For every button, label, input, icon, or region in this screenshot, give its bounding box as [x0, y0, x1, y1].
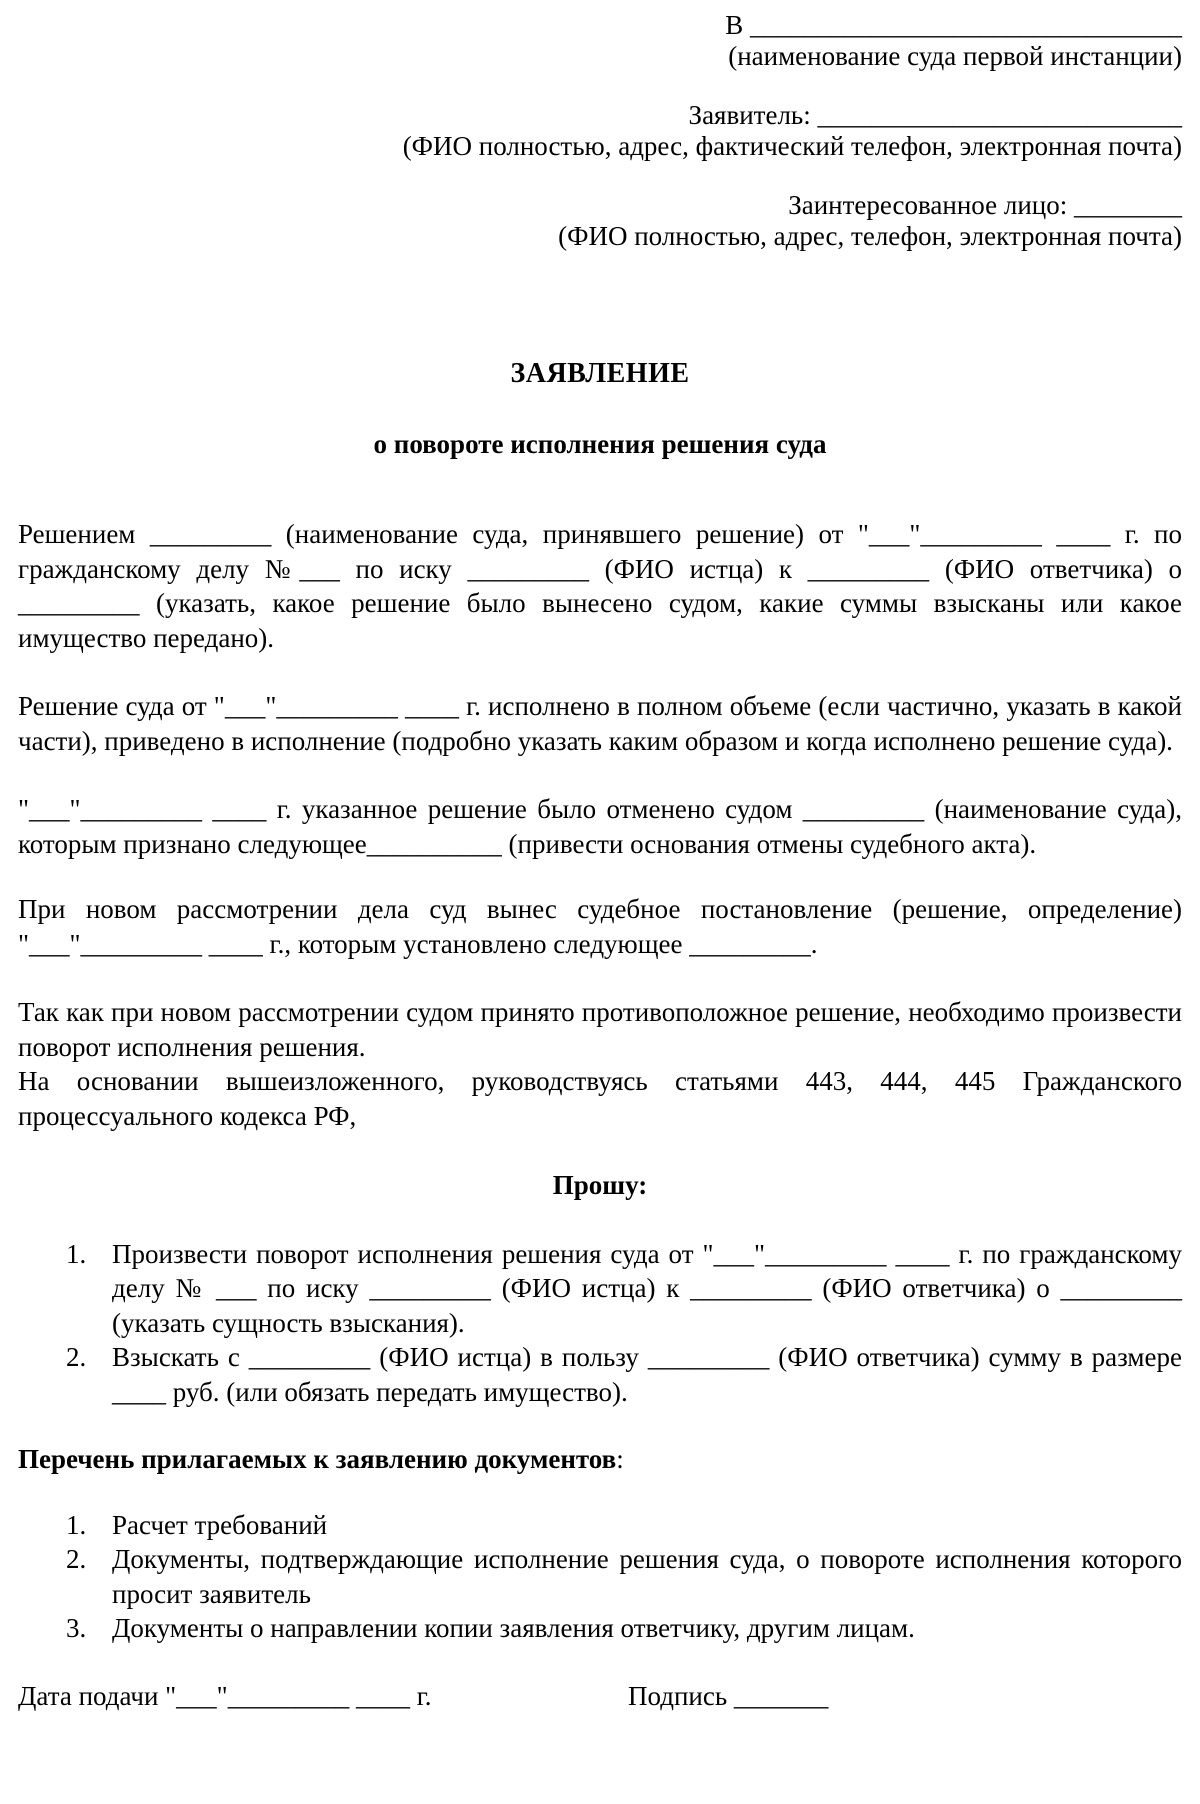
paragraph-decision: Решением _________ (наименование суда, принявшего решение) от "___"_________ ____ г. по гражданскому делу №___ по иску _________ (ФИО истца) к _________ (ФИО ответчика) о _________ (указать, какое решение было вынесено судом, какие суммы взысканы или какое имущество передано).: [18, 519, 1182, 653]
paragraph-execution: Решение суда от "___"_________ ____ г. исполнено в полном объеме (если частично, указать в какой части), приведено в исполнение (подробно указать каким образом и когда исполнено решение суда).: [18, 691, 1182, 756]
list-item-text: Документы о направлении копии заявления ответчику, другим лицам.: [112, 1613, 915, 1643]
list-item: [18, 1237, 1182, 1341]
attachments-heading-colon: :: [616, 1444, 624, 1474]
attachments-heading-text: Перечень прилагаемых к заявлению документов: [18, 1444, 617, 1474]
document-subtitle: о повороте исполнения решения суда: [373, 429, 827, 459]
list-item: [18, 1611, 1182, 1646]
paragraph-cancellation: "___"_________ ____ г. указанное решение было отменено судом _________ (наименование суда), которым признано следующее__________ (привести основания отмены судебного акта).: [18, 794, 1182, 859]
attachments-heading: [18, 1442, 1182, 1477]
request-heading: Прошу:: [552, 1170, 648, 1200]
paragraph-legal-basis: На основании вышеизложенного, руководствуясь статьями 443, 444, 445 Гражданского процессуального кодекса РФ,: [18, 1066, 1182, 1131]
list-item-number: 2.: [66, 1544, 87, 1574]
filing-date-line: Дата подачи "___"_________ ____ г.: [18, 1680, 432, 1711]
list-item-text: Произвести поворот исполнения решения суда от "___"_________ ____ г. по гражданскому делу № ___ по иску _________ (ФИО истца) к _________ (ФИО ответчика) о _________ (указать сущность взыскания).: [112, 1238, 1182, 1338]
list-item-number: 1.: [66, 1509, 87, 1540]
signature-line: Подпись _______: [628, 1680, 829, 1711]
court-name-caption: (наименование суда первой инстанции): [728, 41, 1182, 71]
applicant-group: [18, 100, 1182, 162]
footer-block: [18, 1679, 1182, 1714]
paragraph-new-ruling: При новом рассмотрении дела суд вынес судебное постановление (решение, определение) "___"_________ ____ г., которым установлено следующее _________.: [18, 894, 1182, 959]
document-title: ЗАЯВЛЕНИЕ: [510, 358, 690, 389]
interested-party-line: Заинтересованное лицо: ________: [788, 190, 1182, 220]
court-name-line: В ________________________________: [725, 10, 1182, 40]
list-item: [18, 1508, 1182, 1543]
court-header-group: [18, 10, 1182, 72]
list-item: [18, 1542, 1182, 1611]
list-item-text: Документы, подтверждающие исполнение решения суда, о повороте исполнения которого просит заявитель: [112, 1544, 1182, 1609]
attachments-list: [18, 1508, 1182, 1646]
list-item-number: 3.: [66, 1613, 87, 1643]
list-item-number: 1.: [66, 1238, 87, 1269]
list-item-text: Расчет требований: [112, 1509, 328, 1540]
interested-party-group: [18, 190, 1182, 252]
applicant-line: Заявитель: ___________________________: [688, 100, 1182, 130]
paragraph-rationale: Так как при новом рассмотрении судом принято противоположное решение, необходимо произвести поворот исполнения решения.: [18, 997, 1182, 1062]
request-list: [18, 1237, 1182, 1410]
list-item-text: Взыскать с _________ (ФИО истца) в пользу _________ (ФИО ответчика) сумму в размере ____ руб. (или обязать передать имущество).: [112, 1342, 1182, 1407]
list-item-number: 2.: [66, 1342, 87, 1372]
interested-party-caption: (ФИО полностью, адрес, телефон, электронная почта): [558, 221, 1182, 251]
applicant-caption: (ФИО полностью, адрес, фактический телефон, электронная почта): [402, 131, 1182, 161]
court-header-block: [18, 10, 1182, 252]
list-item: [18, 1340, 1182, 1409]
